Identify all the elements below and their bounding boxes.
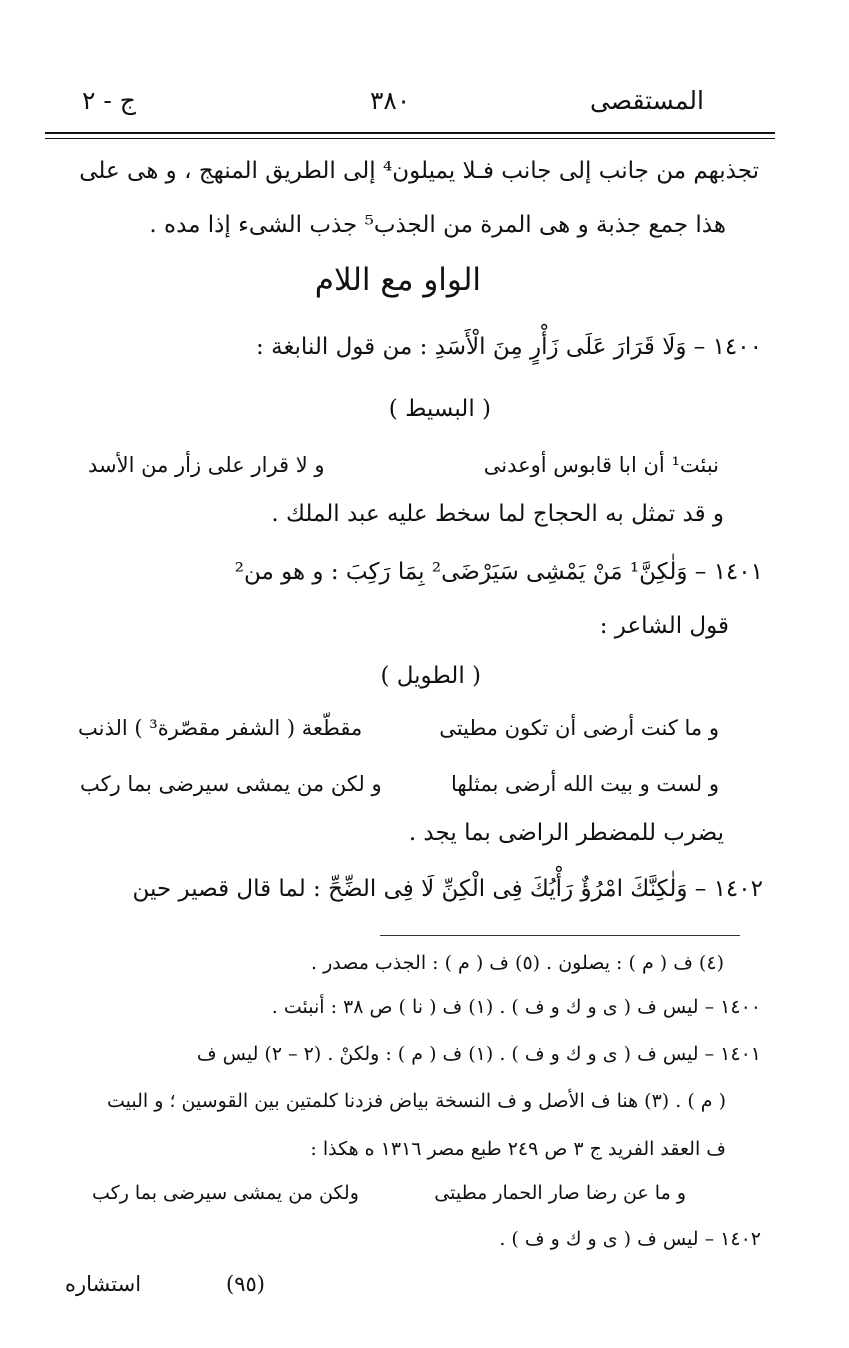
footnote-verse: و ما عن رضا صار الحمار مطيتى [434,1182,686,1204]
footnote-rule [380,935,740,936]
volume-label: ج - ٢ [82,86,136,115]
body-line: قول الشاعر : [599,613,729,639]
signature-number: (٩٥) [226,1272,265,1296]
footnote-line: ١٤٠٠ – ليس ف ( ى و ك و ف ) . (١) ف ( نا ) ص ٣٨ : أنبئت . [271,996,761,1018]
verse-hemistich: و لا قرار على زأر من الأسد [88,453,325,477]
verse-hemistich: و لكن من يمشى سيرضى بما ركب [80,772,382,796]
entry-1401: ١٤٠١ – وَلٰكِنَّ¹ مَنْ يَمْشِى سَيَرْضَى² بِمَا رَكِبَ : و هو من² [234,559,763,585]
footnote-line: ف العقد الفريد ج ٣ ص ٢٤٩ طبع مصر ١٣١٦ ه هكذا : [310,1138,726,1160]
verse-hemistich: و ما كنت أرضى أن تكون مطيتى [439,716,719,740]
verse-hemistich: و لست و بيت الله أرضى بمثلها [451,772,719,796]
verse-hemistich: نبئت¹ أن ابا قابوس أوعدنى [483,453,719,477]
verse-hemistich: مقطّعة ( الشفر مقصّرة³ ) الذنب [78,716,363,740]
body-line: هذا جمع جذبة و هى المرة من الجذب⁵ جذب الشىء إذا مده . [149,212,726,238]
entry-1400: ١٤٠٠ – وَلَا قَرَارَ عَلَى زَأْرٍ مِنَ الْأَسَدِ : من قول النابغة : [256,334,762,360]
section-title: الواو مع اللام [314,262,481,298]
entry-1402: ١٤٠٢ – وَلٰكِنَّكَ امْرُؤٌ رَأْيُكَ فِى الْكِنِّ لَا فِى الضِّحِّ : لما قال قصير حين [132,876,763,902]
footnote-line: ١٤٠١ – ليس ف ( ى و ك و ف ) . (١) ف ( م ) : ولكنْ . (٢ – ٢) ليس ف [196,1043,761,1065]
header-rule [45,132,775,134]
footnote-line: (٤) ف ( م ) : يصلون . (٥) ف ( م ) : الجذب مصدر . [310,952,724,974]
meter-label: ( البسيط ) [388,396,491,422]
catchword: استشاره [65,1272,142,1296]
body-line: تجذبهم من جانب إلى جانب فـلا يميلون⁴ إلى الطريق المنهج ، و هى على [79,158,759,184]
meter-label: ( الطويل ) [380,663,481,689]
header-rule-thin [45,138,775,139]
footnote-line: ( م ) . (٣) هنا ف الأصل و ف النسخة بياض فزدنا كلمتين بين القوسين ؛ و البيت [107,1090,726,1112]
footnote-line: ١٤٠٢ – ليس ف ( ى و ك و ف ) . [499,1228,761,1250]
body-line: يضرب للمضطر الراضى بما يجد . [408,820,724,846]
footnote-verse: ولكن من يمشى سيرضى بما ركب [92,1182,359,1204]
page-number: ٣٨٠ [370,86,411,115]
running-title: المستقصى [589,86,704,115]
body-line: و قد تمثل به الحجاج لما سخط عليه عبد الملك . [271,501,724,527]
